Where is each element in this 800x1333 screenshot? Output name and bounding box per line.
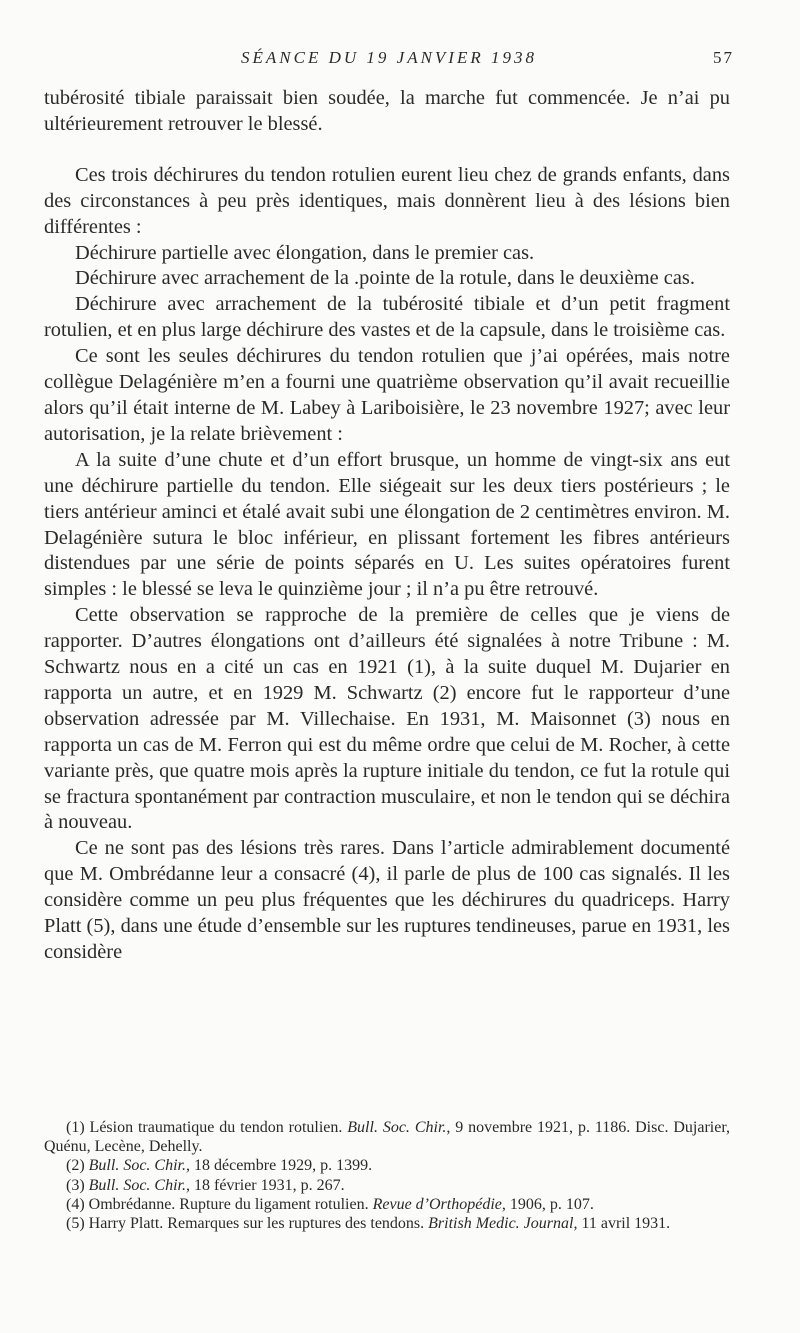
footnote [44,1156,730,1175]
paragraph: Ces trois déchirures du tendon rotulien eurent lieu chez de grands enfants, dans des circonstances à peu près identiques, mais donnèrent lieu à des lésions bien différentes : [44,163,730,238]
page-number: 57 [713,48,734,67]
paragraph: Déchirure partielle avec élongation, dans le premier cas. [75,241,535,264]
paragraph: Déchirure avec arrachement de la .pointe de la rotule, dans le deuxième cas. [75,267,695,290]
running-header [44,48,734,76]
main-text [44,86,730,966]
footnote [44,1195,730,1214]
paragraph: Cette observation se rapproche de la première de celles que je viens de rapporter. D’autres élongations ont d’ailleurs été signalées à notre Tribune : M. Schwartz nous en a cité un cas en 1921 (1), à la suite duquel M. Dujarier en rapporta un autre, et en 1929 M. Schwartz (2) encore fut le rapporteur d’une observation adressée par M. Villechaise. En 1931, M. Maisonnet (3) nous en rapporta un cas de M. Ferron qui est du même ordre que celui de M. Rocher, à cette variante près, que quatre mois après la rupture initiale du tendon, ce fut la rotule qui se fractura spontanément par contraction musculaire, et non le tendon qui se déchira à nouveau. [44,604,730,834]
footnote-journal: Bull. Soc. Chir. [88,1157,186,1175]
footnote [44,1118,730,1156]
footnote-text: (3) [66,1176,89,1194]
footnote-text: (2) [66,1157,89,1175]
paragraph: A la suite d’une chute et d’un effort brusque, un homme de vingt-six ans eut une déchirure partielle du tendon. Elle siégeait sur les deux tiers postérieurs ; le tiers antérieur aminci et étalé avait subi une élongation de 2 centimètres environ. M. Delagénière sutura le bloc inférieur, en plissant fortement les fibres antérieurs distendues par une série de points séparés en U. Les suites opératoires furent simples : le blessé se leva le quinzième jour ; il n’a pu être retrouvé. [44,448,730,601]
footnote-journal: British Medic. Journal [428,1215,574,1233]
paragraph: Ce sont les seules déchirures du tendon rotulien que j’ai opérées, mais notre collègue Delagénière m’en a fourni une quatrième observation qu’il avait recueillie alors qu’il était interne de M. Labey à Lariboisière, le 23 novembre 1927; avec leur autorisation, je la relate brièvement : [44,345,730,445]
paragraph: tubérosité tibiale paraissait bien soudée, la marche fut commencée. Je n’ai pu ultérieurement retrouver le blessé. [44,87,730,135]
footnote-journal: Bull. Soc. Chir. [347,1119,447,1136]
running-title: SÉANCE DU 19 JANVIER 1938 [241,48,537,67]
footnote-text: , 1906, p. 107. [501,1195,594,1213]
footnote-text: (4) Ombrédanne. Rupture du ligament rotulien. [66,1195,373,1213]
footnote-journal: Revue d’Orthopédie [372,1195,502,1213]
footnotes [44,1118,730,1233]
footnote [44,1176,730,1195]
paragraph: Ce ne sont pas des lésions très rares. Dans l’article admirablement documenté que M. Ombrédanne leur a consacré (4), il parle de plus de 100 cas signalés. Il les considère comme un peu plus fréquentes que les déchirures du quadriceps. Harry Platt (5), dans une étude d’ensemble sur les ruptures tendineuses, parue en 1931, les considère [44,837,730,963]
footnote-journal: Bull. Soc. Chir. [88,1176,186,1194]
footnote-text: , 18 décembre 1929, p. 1399. [186,1157,373,1175]
footnote-text: , 18 février 1931, p. 267. [186,1176,345,1194]
paragraph: Déchirure avec arrachement de la tubérosité tibiale et d’un petit fragment rotulien, et en plus large déchirure des vastes et de la capsule, dans le troisième cas. [44,293,730,342]
footnote [44,1214,730,1233]
footnote-text: (5) Harry Platt. Remarques sur les ruptures des tendons. [66,1215,429,1233]
footnote-text: , 9 novembre 1921, p. 1186. Disc. Dujarier, Quénu, Lecène, Dehelly. [44,1119,731,1156]
footnote-text: , 11 avril 1931. [573,1215,671,1233]
paragraph-gap [44,138,730,163]
footnote-text: (1) Lésion traumatique du tendon rotulien. [66,1119,348,1136]
